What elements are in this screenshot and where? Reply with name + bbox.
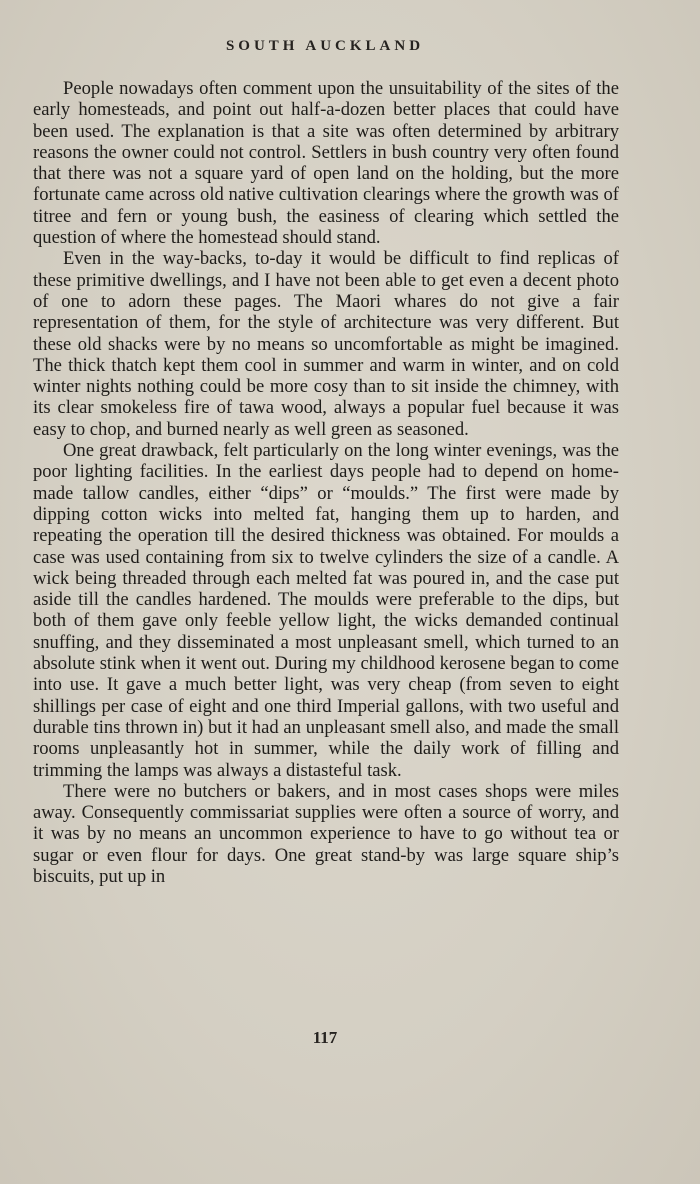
paragraph: There were no butchers or bakers, and in most cases shops were miles away. Consequently commissariat supplies were often a source of worry, and it was by no means an uncommon experience to have to go without tea or sugar or even flour for days. One great stand-by was large square ship’s biscuits, put up in bbox=[33, 780, 619, 887]
body-text bbox=[33, 78, 619, 887]
paragraph: People nowadays often comment upon the unsuitability of the sites of the early homesteads, and point out half-a-dozen better places that could have been used. The explanation is that a site was often determined by arbitrary reasons the owner could not control. Settlers in bush country very often found that there was not a square yard of open land on the holding, but the more fortunate came across old native cultivation clearings where the growth was of titree and fern or young bush, the easiness of clearing which settled the question of where the homestead should stand. bbox=[33, 78, 619, 249]
paragraph: Even in the way-backs, to-day it would be difficult to find replicas of these primitive dwellings, and I have not been able to get even a decent photo of one to adorn these pages. The Maori whares do not give a fair representation of them, for the style of architecture was very different. But these old shacks were by no means so uncomfortable as might be imagined. The thick thatch kept them cool in summer and warm in winter, and on cold winter nights nothing could be more cosy than to sit inside the chimney, with its clear smokeless fire of tawa wood, always a popular fuel because it was easy to chop, and burned nearly as well green as seasoned. bbox=[33, 248, 619, 440]
paragraph: One great drawback, felt particularly on the long winter evenings, was the poor lighting facilities. In the earliest days people had to depend on home-made tallow candles, either “dips” or “moulds.” The first were made by dipping cotton wicks into melted fat, hanging them up to harden, and repeating the operation till the desired thickness was obtained. For moulds a case was used containing from six to twelve cylinders the size of a candle. A wick being threaded through each melted fat was poured in, and the case put aside till the candles hardened. The moulds were preferable to the dips, but both of them gave only feeble yellow light, the wicks demanded continual snuffing, and they disseminated a most unpleasant smell, which turned to an absolute stink when it went out. During my childhood kerosene began to come into use. It gave a much better light, was very cheap (from seven to eight shillings per case of eight and one third Imperial gallons, with two useful and durable tins thrown in) but it had an unpleasant smell also, and made the small rooms unpleasantly hot in summer, while the daily work of filling and trimming the lamps was always a distasteful task. bbox=[33, 440, 619, 781]
running-head: SOUTH AUCKLAND bbox=[225, 38, 425, 54]
page-number: 117 bbox=[312, 1028, 338, 1047]
